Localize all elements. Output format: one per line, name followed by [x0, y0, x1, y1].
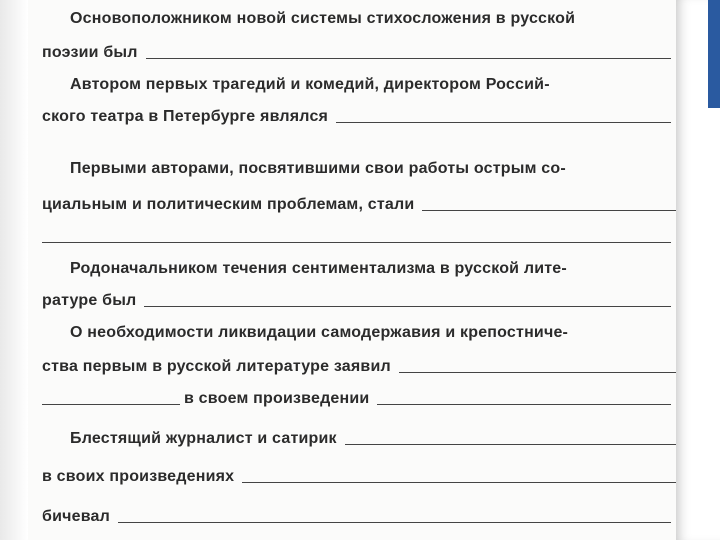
q4-text-1: Родоначальником течения сентиментализма в русской лите- [70, 260, 567, 277]
q4-line-1 [28, 250, 710, 284]
q6-text-1: Блестящий журналист и сатирик [70, 430, 337, 447]
q5-line-2 [28, 348, 682, 382]
q1-text-2: поэзии был [42, 44, 138, 61]
q5-text-3: в своем произведении [184, 390, 370, 407]
worksheet-page [28, 0, 676, 540]
q3-text-2: циальным и политическим проблемам, стали [42, 196, 415, 213]
q1-text-1: Основоположником новой системы стихосложения в русской [70, 10, 576, 27]
q4-line-2 [28, 282, 682, 316]
q2-line-1 [28, 66, 710, 100]
q3-text-1: Первыми авторами, посвятившими свои работы острым со- [70, 160, 566, 177]
accent-bar [708, 0, 720, 108]
q3-answer-blank-1[interactable] [422, 209, 678, 211]
q3-answer-blank-2[interactable] [42, 241, 671, 243]
q6-line-2 [28, 458, 682, 492]
q5-line-1 [28, 314, 710, 348]
q1-line-2 [28, 34, 682, 68]
q6-answer-blank-3[interactable] [118, 521, 671, 523]
q4-text-2: ратуре был [42, 292, 137, 309]
q2-line-2 [28, 98, 682, 132]
q6-answer-blank-2[interactable] [242, 481, 678, 483]
q4-answer-blank[interactable] [144, 305, 671, 307]
q6-answer-blank-1[interactable] [345, 443, 706, 445]
q3-line-2 [28, 186, 682, 220]
q1-answer-blank[interactable] [146, 57, 672, 59]
left-edge-shadow [0, 0, 28, 540]
q6-line-1 [28, 420, 710, 454]
q2-text-1: Автором первых трагедий и комедий, директором Россий- [70, 76, 550, 93]
q1-line-1 [28, 0, 710, 34]
q3-line-1 [28, 150, 710, 184]
q5-answer-blank-2[interactable] [42, 403, 180, 405]
q2-answer-blank[interactable] [336, 121, 671, 123]
q5-answer-blank-1[interactable] [399, 371, 678, 373]
q6-text-2: в своих произведениях [42, 468, 235, 485]
q2-text-2: ского театра в Петербурге являлся [42, 108, 329, 125]
q5-text-2: ства первым в русской литературе заявил [42, 358, 391, 375]
q5-text-1: О необходимости ликвидации самодержавия и крепостниче- [70, 324, 569, 341]
q5-line-3 [28, 380, 682, 414]
q6-text-3: бичевал [42, 508, 110, 525]
q3-line-3 [28, 218, 682, 252]
q5-answer-blank-3[interactable] [377, 403, 671, 405]
q6-line-3 [28, 498, 682, 532]
